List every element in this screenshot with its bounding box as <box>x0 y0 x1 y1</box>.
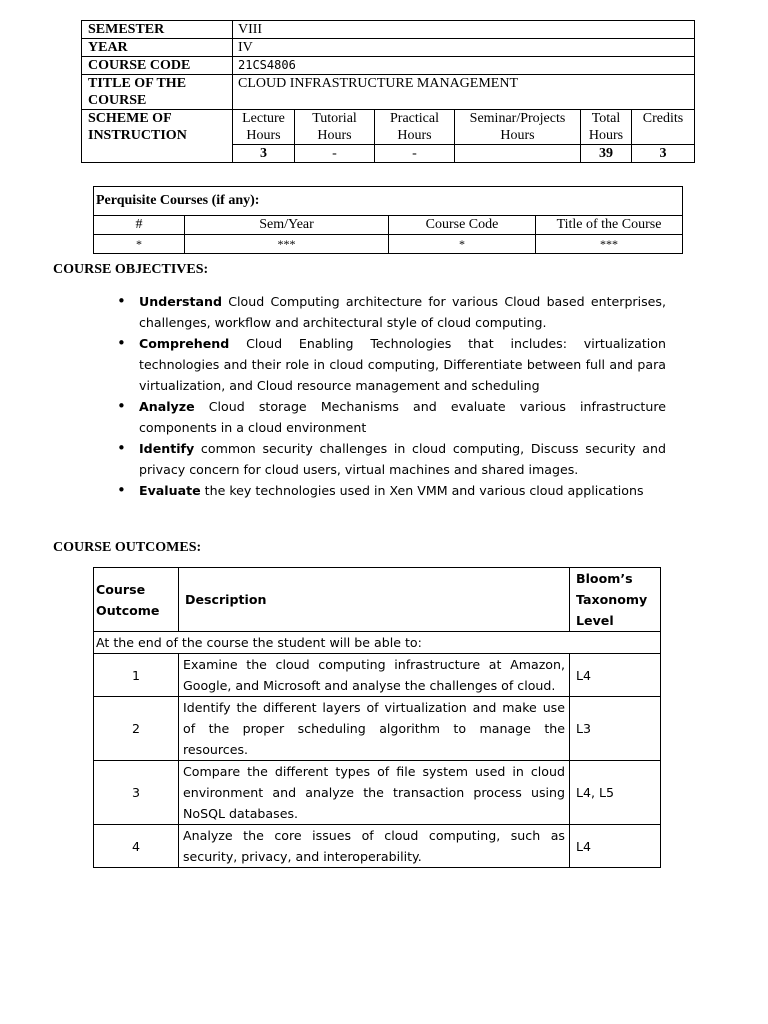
objective-item <box>139 291 666 333</box>
total-hours-value: 39 <box>581 145 632 163</box>
outcome-level: L4 <box>570 654 661 697</box>
objective-text: Cloud Computing architecture for various Cloud based enterprises, challenges, workflow and architectural style of cloud computing. <box>139 294 666 330</box>
course-objectives-list <box>139 291 666 501</box>
objective-text: Cloud storage Mechanisms and evaluate various infrastructure components in a cloud environment <box>139 399 666 435</box>
lecture-hours-value: 3 <box>233 145 295 163</box>
outcomes-header-course-outcome: Course Outcome <box>94 568 179 632</box>
course-objectives-heading: COURSE OBJECTIVES: <box>53 262 209 277</box>
credits-value: 3 <box>632 145 695 163</box>
prerequisite-title-row <box>94 187 683 216</box>
course-code-value: 21CS4806 <box>233 57 695 75</box>
prerequisite-header-number: # <box>94 216 185 235</box>
course-outcomes-heading: COURSE OUTCOMES: <box>53 540 202 555</box>
outcome-row <box>94 825 661 868</box>
course-title-value: CLOUD INFRASTRUCTURE MANAGEMENT <box>233 75 695 110</box>
tutorial-hours-value: - <box>295 145 375 163</box>
scheme-label: SCHEME OF INSTRUCTION <box>82 110 233 163</box>
semester-label: SEMESTER <box>82 21 233 39</box>
year-row <box>82 39 695 57</box>
practical-hours-header: Practical Hours <box>375 110 455 145</box>
outcome-level: L4, L5 <box>570 761 661 825</box>
year-label: YEAR <box>82 39 233 57</box>
practical-hours-value: - <box>375 145 455 163</box>
outcome-description: Compare the different types of file system used in cloud environment and analyze the transaction process using NoSQL databases. <box>179 761 570 825</box>
scheme-header-row <box>82 110 695 145</box>
objective-verb: Evaluate <box>139 483 201 498</box>
course-info-table <box>81 20 695 163</box>
tutorial-hours-header: Tutorial Hours <box>295 110 375 145</box>
objective-item <box>139 333 666 396</box>
prerequisite-cell-course-title: *** <box>536 235 683 254</box>
lecture-hours-header: Lecture Hours <box>233 110 295 145</box>
outcomes-header-row <box>94 568 661 632</box>
course-code-label: COURSE CODE <box>82 57 233 75</box>
prerequisite-cell-number: * <box>94 235 185 254</box>
course-code-row <box>82 57 695 75</box>
objective-verb: Analyze <box>139 399 195 414</box>
objective-item <box>139 438 666 480</box>
course-title-label: TITLE OF THE COURSE <box>82 75 233 110</box>
outcome-description: Analyze the core issues of cloud computing, such as security, privacy, and interoperability. <box>179 825 570 868</box>
prerequisite-header-sem-year: Sem/Year <box>185 216 389 235</box>
prerequisite-cell-course-code: * <box>389 235 536 254</box>
course-title-row <box>82 75 695 110</box>
outcome-number: 1 <box>94 654 179 697</box>
objective-verb: Identify <box>139 441 195 456</box>
outcome-level: L3 <box>570 697 661 761</box>
outcomes-intro-row <box>94 632 661 654</box>
prerequisite-header-course-title: Title of the Course <box>536 216 683 235</box>
outcome-description: Identify the different layers of virtualization and make use of the proper scheduling algorithm to manage the resources. <box>179 697 570 761</box>
objective-item <box>139 396 666 438</box>
semester-value: VIII <box>233 21 695 39</box>
outcome-level: L4 <box>570 825 661 868</box>
semester-row <box>82 21 695 39</box>
prerequisite-cell-sem-year: *** <box>185 235 389 254</box>
outcome-number: 3 <box>94 761 179 825</box>
credits-header: Credits <box>632 110 695 145</box>
year-value: IV <box>233 39 695 57</box>
prerequisite-header-course-code: Course Code <box>389 216 536 235</box>
objective-item <box>139 480 666 501</box>
outcomes-header-blooms-level: Bloom’s Taxonomy Level <box>570 568 661 632</box>
prerequisite-table <box>93 186 683 254</box>
objective-text: common security challenges in cloud computing, Discuss security and privacy concern for cloud users, virtual machines and shared images. <box>139 441 666 477</box>
objective-text: the key technologies used in Xen VMM and various cloud applications <box>200 483 644 498</box>
seminar-projects-hours-header: Seminar/Projects Hours <box>455 110 581 145</box>
seminar-projects-hours-value <box>455 145 581 163</box>
prerequisite-title: Perquisite Courses (if any): <box>94 187 683 216</box>
outcomes-intro: At the end of the course the student will be able to: <box>94 632 661 654</box>
objective-text: Cloud Enabling Technologies that includes: virtualization technologies and their role in cloud computing, Differentiate between full and para virtualization, and Cloud resource management and scheduling <box>139 336 666 393</box>
outcome-row <box>94 654 661 697</box>
objective-verb: Comprehend <box>139 336 230 351</box>
outcome-description: Examine the cloud computing infrastructure at Amazon, Google, and Microsoft and analyse the challenges of cloud. <box>179 654 570 697</box>
objective-verb: Understand <box>139 294 222 309</box>
outcome-row <box>94 697 661 761</box>
course-outcomes-table <box>93 567 661 868</box>
outcome-row <box>94 761 661 825</box>
outcomes-header-description: Description <box>179 568 570 632</box>
total-hours-header: Total Hours <box>581 110 632 145</box>
outcome-number: 4 <box>94 825 179 868</box>
prerequisite-header-row <box>94 216 683 235</box>
prerequisite-data-row <box>94 235 683 254</box>
outcome-number: 2 <box>94 697 179 761</box>
